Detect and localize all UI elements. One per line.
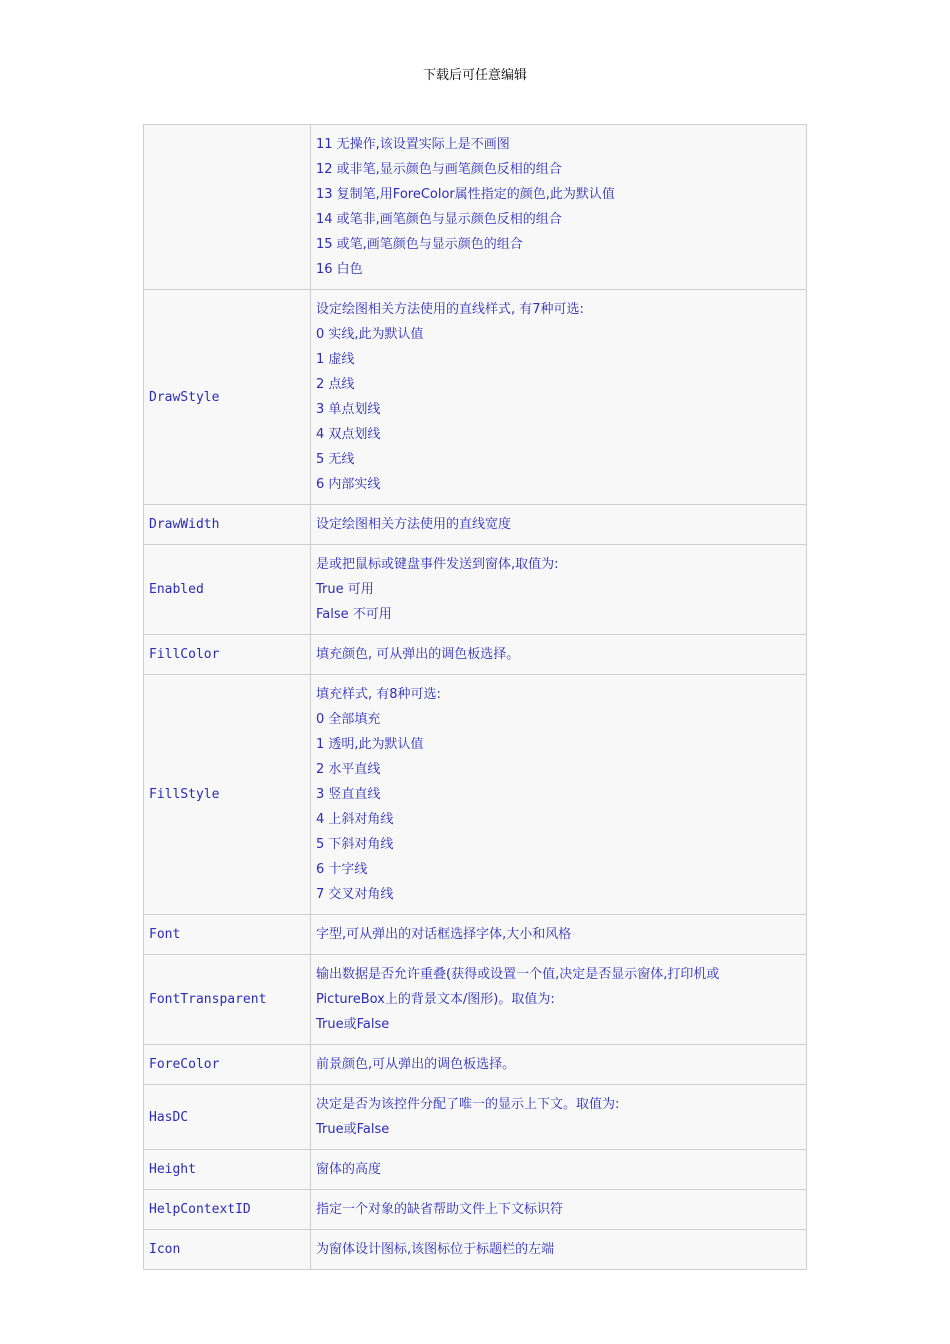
property-description [311, 125, 807, 290]
description-line: PictureBox上的背景文本/图形)。取值为: [316, 992, 555, 1007]
property-description [311, 1230, 807, 1270]
description-line: 设定绘图相关方法使用的直线宽度 [316, 517, 512, 532]
property-description [311, 290, 807, 505]
table-row [144, 675, 807, 915]
description-line: 5 无线 [316, 452, 355, 467]
description-line: 指定一个对象的缺省帮助文件上下文标识符 [316, 1202, 564, 1217]
description-line: 12 或非笔,显示颜色与画笔颜色反相的组合 [316, 162, 562, 177]
description-line: 输出数据是否允许重叠(获得或设置一个值,决定是否显示窗体,打印机或 [316, 967, 720, 982]
description-line: 2 点线 [316, 377, 355, 392]
table-row [144, 290, 807, 505]
description-line: True 可用 [316, 582, 374, 597]
description-line: 1 透明,此为默认值 [316, 737, 424, 752]
property-table [143, 124, 807, 1270]
property-name: HasDC [144, 1085, 311, 1150]
property-name: DrawWidth [144, 505, 311, 545]
description-line: 字型,可从弹出的对话框选择字体,大小和风格 [316, 927, 572, 942]
property-name: Font [144, 915, 311, 955]
description-line: 填充样式, 有8种可选: [316, 687, 441, 702]
description-line: 前景颜色,可从弹出的调色板选择。 [316, 1057, 516, 1072]
property-name: FillColor [144, 635, 311, 675]
property-description [311, 1190, 807, 1230]
table-row [144, 635, 807, 675]
property-name: FontTransparent [144, 955, 311, 1045]
description-line: True或False [316, 1122, 390, 1137]
description-line: 窗体的高度 [316, 1162, 382, 1177]
description-line: 4 双点划线 [316, 427, 381, 442]
description-line: 5 下斜对角线 [316, 837, 394, 852]
description-line: 14 或笔非,画笔颜色与显示颜色反相的组合 [316, 212, 562, 227]
table-row [144, 915, 807, 955]
property-description [311, 955, 807, 1045]
description-line: 11 无操作,该设置实际上是不画图 [316, 137, 510, 152]
description-line: 3 单点划线 [316, 402, 381, 417]
table-row [144, 1230, 807, 1270]
description-line: 7 交叉对角线 [316, 887, 394, 902]
description-line: 16 白色 [316, 262, 363, 277]
description-line: 设定绘图相关方法使用的直线样式, 有7种可选: [316, 302, 584, 317]
property-description [311, 675, 807, 915]
property-name: Height [144, 1150, 311, 1190]
description-line: 为窗体设计图标,该图标位于标题栏的左端 [316, 1242, 555, 1257]
description-line: True或False [316, 1017, 390, 1032]
description-line: 0 实线,此为默认值 [316, 327, 424, 342]
description-line: 2 水平直线 [316, 762, 381, 777]
property-table-body [144, 125, 807, 1270]
description-line: 6 十字线 [316, 862, 368, 877]
property-name: ForeColor [144, 1045, 311, 1085]
table-row [144, 1190, 807, 1230]
description-line: 决定是否为该控件分配了唯一的显示上下文。取值为: [316, 1097, 620, 1112]
property-name: HelpContextID [144, 1190, 311, 1230]
property-name: FillStyle [144, 675, 311, 915]
property-description [311, 545, 807, 635]
table-row [144, 1085, 807, 1150]
property-description [311, 915, 807, 955]
description-line: 是或把鼠标或键盘事件发送到窗体,取值为: [316, 557, 559, 572]
page-header: 下载后可任意编辑 [422, 68, 527, 83]
table-row [144, 955, 807, 1045]
description-line: 15 或笔,画笔颜色与显示颜色的组合 [316, 237, 523, 252]
property-name: Enabled [144, 545, 311, 635]
description-line: 13 复制笔,用ForeColor属性指定的颜色,此为默认值 [316, 187, 615, 202]
property-description [311, 1045, 807, 1085]
description-line: 0 全部填充 [316, 712, 381, 727]
table-row [144, 1045, 807, 1085]
table-row [144, 125, 807, 290]
description-line: 3 竖直直线 [316, 787, 381, 802]
description-line: 1 虚线 [316, 352, 355, 367]
property-name: DrawStyle [144, 290, 311, 505]
property-name [144, 125, 311, 290]
table-row [144, 1150, 807, 1190]
description-line: 填充颜色, 可从弹出的调色板选择。 [316, 647, 520, 662]
property-description [311, 1085, 807, 1150]
description-line: False 不可用 [316, 607, 392, 622]
property-description [311, 505, 807, 545]
table-row [144, 505, 807, 545]
property-description [311, 1150, 807, 1190]
property-description [311, 635, 807, 675]
table-row [144, 545, 807, 635]
description-line: 6 内部实线 [316, 477, 381, 492]
description-line: 4 上斜对角线 [316, 812, 394, 827]
property-name: Icon [144, 1230, 311, 1270]
